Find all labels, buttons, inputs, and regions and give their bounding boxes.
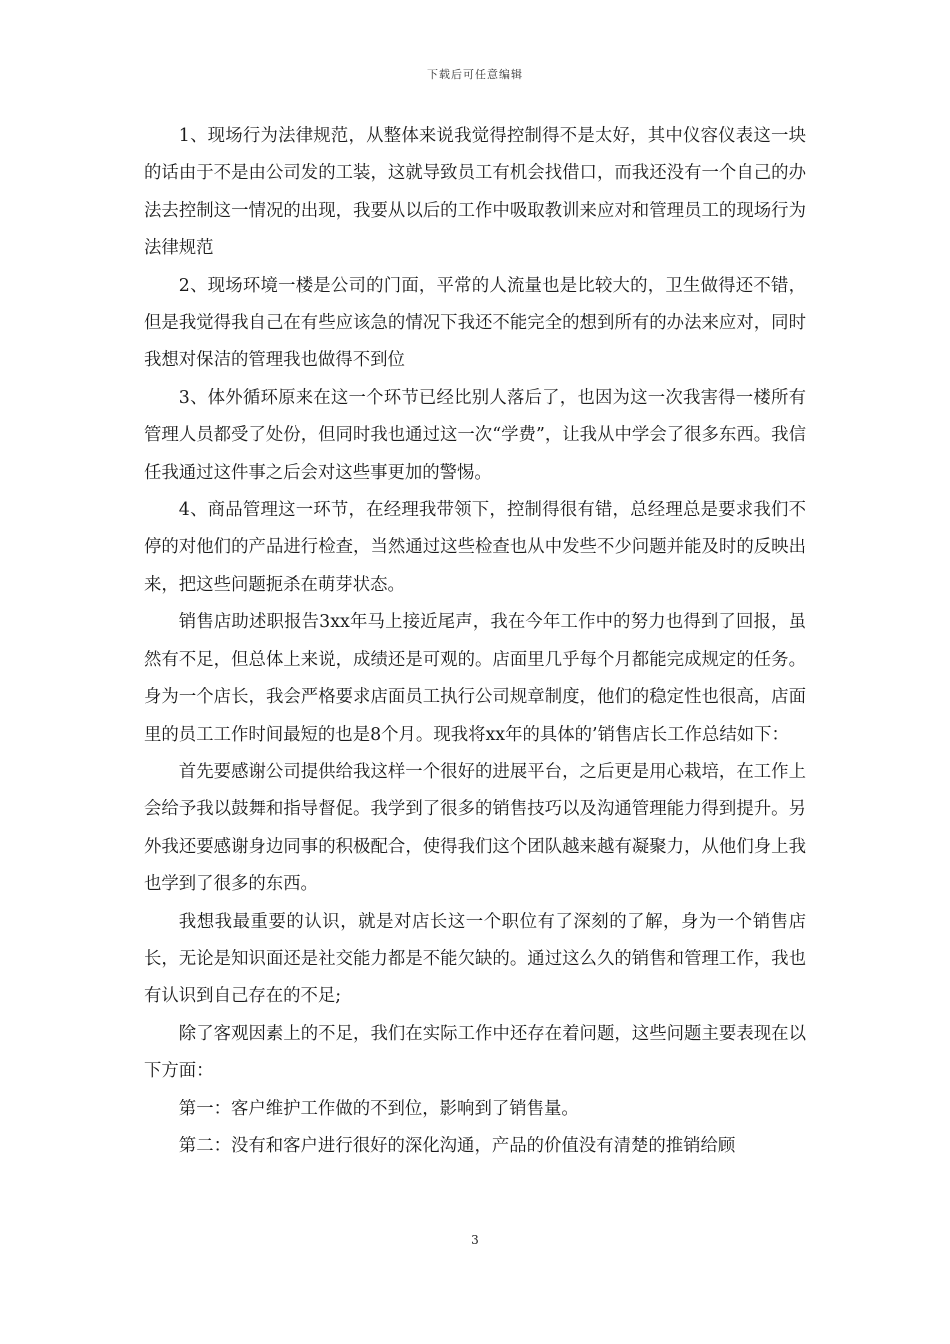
document-body xyxy=(144,118,806,1165)
paragraph-1: 1、现场行为法律规范，从整体来说我觉得控制得不是太好，其中仪容仪表这一块的话由于不是由公司发的工装，这就导致员工有机会找借口，而我还没有一个自己的办法去控制这一情况的出现，我要从以后的工作中吸取教训来应对和管理员工的现场行为法律规范 xyxy=(144,126,806,259)
paragraph-6: 首先要感谢公司提供给我这样一个很好的进展平台，之后更是用心栽培，在工作上会给予我以鼓舞和指导督促。我学到了很多的销售技巧以及沟通管理能力得到提升。另外我还要感谢身边同事的积极配合，使得我们这个团队越来越有凝聚力，从他们身上我也学到了很多的东西。 xyxy=(144,761,806,895)
page-number: 3 xyxy=(471,1233,479,1247)
paragraph-7: 我想我最重要的认识，就是对店长这一个职位有了深刻的了解，身为一个销售店长，无论是知识面还是社交能力都是不能欠缺的。通过这么久的销售和管理工作，我也有认识到自己存在的不足; xyxy=(144,911,806,1007)
paragraph-2: 2、现场环境一楼是公司的门面，平常的人流量也是比较大的，卫生做得还不错，但是我觉得我自己在有些应该急的情况下我还不能完全的想到所有的办法来应对，同时我想对保洁的管理我也做得不到位 xyxy=(144,275,806,371)
paragraph-3: 3、体外循环原来在这一个环节已经比别人落后了，也因为这一次我害得一楼所有管理人员都受了处份，但同时我也通过这一次“学费”，让我从中学会了很多东西。我信任我通过这件事之后会对这些事更加的警惕。 xyxy=(144,387,806,483)
paragraph-5: 销售店助述职报告3xx年马上接近尾声，我在今年工作中的努力也得到了回报，虽然有不足，但总体上来说，成绩还是可观的。店面里几乎每个月都能完成规定的任务。身为一个店长，我会严格要求店面员工执行公司规章制度，他们的稳定性也很高，店面里的员工工作时间最短的也是8个月。现我将xx年的具体的’销售店长工作总结如下： xyxy=(144,612,806,745)
page-header-note: 下载后可任意编辑 xyxy=(427,68,523,81)
paragraph-9: 第一：客户维护工作做的不到位，影响到了销售量。 xyxy=(178,1098,579,1119)
paragraph-4: 4、商品管理这一环节，在经理我带领下，控制得很有错，总经理总是要求我们不停的对他们的产品进行检查，当然通过这些检查也从中发些不少问题并能及时的反映出来，把这些问题扼杀在萌芽状态。 xyxy=(144,500,806,595)
paragraph-10: 第二：没有和客户进行很好的深化沟通，产品的价值没有清楚的推销给顾 xyxy=(178,1135,736,1156)
paragraph-8: 除了客观因素上的不足，我们在实际工作中还存在着问题，这些问题主要表现在以下方面： xyxy=(144,1023,806,1082)
